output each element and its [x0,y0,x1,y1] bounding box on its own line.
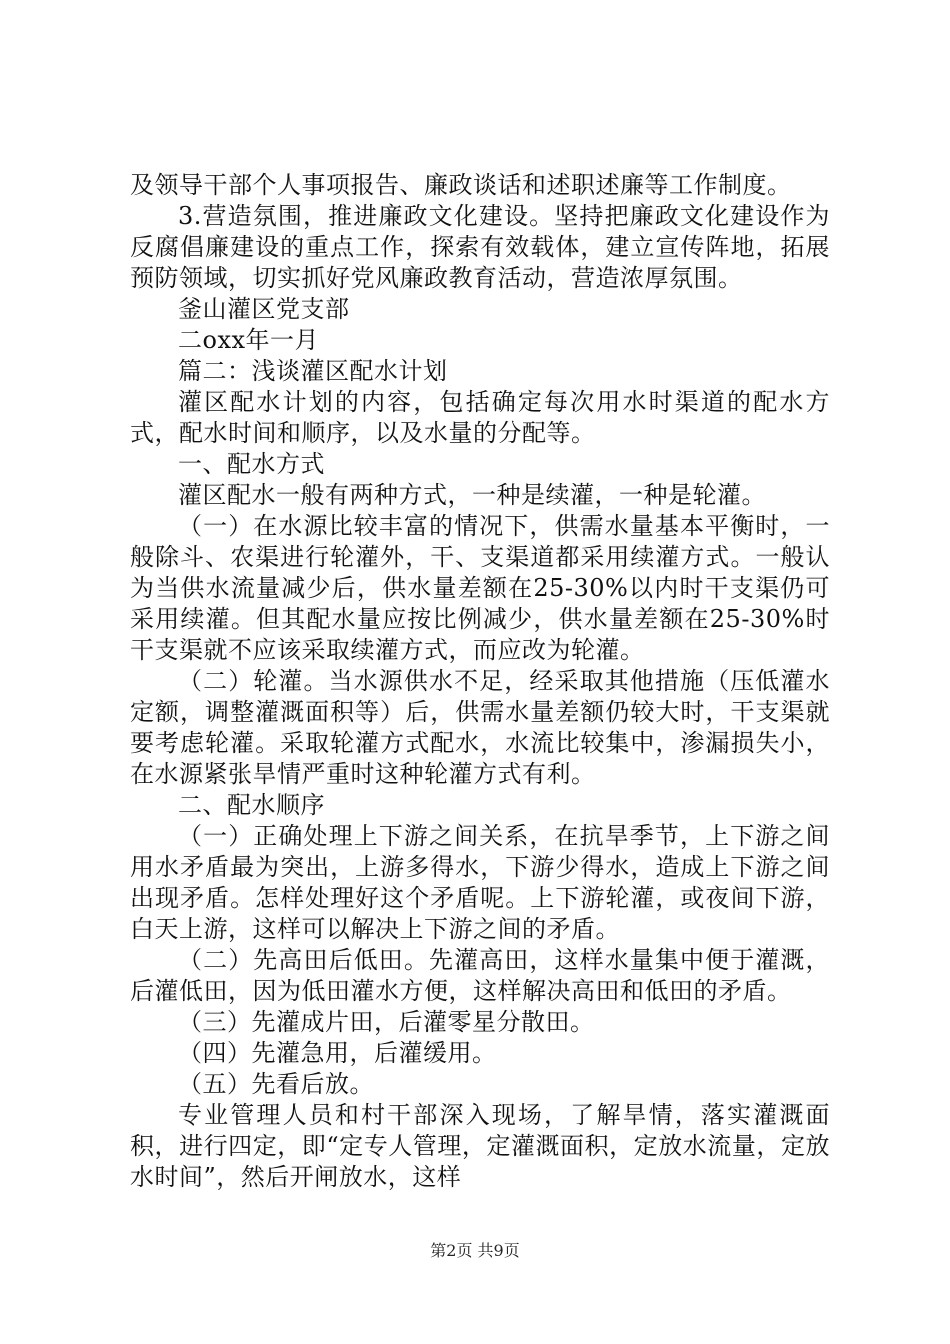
paragraph-continuation: 及领导干部个人事项报告、廉政谈话和述职述廉等工作制度。 [130,171,792,199]
heading-distribution-mode: 一、配水方式 [178,450,325,478]
paragraph-rotational-irrigation: （二）轮灌。当水源供水不足，经采取其他措施（压低灌水定额，调整灌溉面积等）后，供需水量差额仍较大时，干支渠就要考虑轮灌。采取轮灌方式配水，水流比较集中，渗漏损失小，在水源紧张旱情严重时这种轮灌方式有利。 [130,667,830,788]
paragraph-contiguous-fields: （三）先灌成片田，后灌零星分散田。 [178,1008,595,1036]
paragraph-continuous-irrigation: （一）在水源比较丰富的情况下，供需水量基本平衡时，一般除斗、农渠进行轮灌外，干、支渠道都采用续灌方式。一般认为当供水流量减少后，供水量差额在25-30%以内时干支渠仍可采用续灌。但其配水量应按比例减少，供水量差额在25-30%时干支渠就不应该采取续灌方式，而应改为轮灌。 [130,512,830,664]
paragraph-upstream-downstream: （一）正确处理上下游之间关系，在抗旱季节，上下游之间用水矛盾最为突出，上游多得水，下游少得水，造成上下游之间出现矛盾。怎样处理好这个矛盾呢。上下游轮灌，或夜间下游，白天上游，这样可以解决上下游之间的矛盾。 [130,822,830,943]
page-number: 第2页 共9页 [430,1241,520,1260]
paragraph-management: 专业管理人员和村干部深入现场，了解旱情，落实灌溉面积，进行四定，即“定专人管理，定灌溉面积，定放水流量，定放水时间”，然后开闸放水，这样 [130,1101,830,1191]
signature-organization: 釜山灌区党支部 [178,295,350,323]
paragraph-high-low-fields: （二）先高田后低田。先灌高田，这样水量集中便于灌溉，后灌低田，因为低田灌水方便，这样解决高田和低田的矛盾。 [130,946,830,1005]
paragraph-two-modes: 灌区配水一般有两种方式，一种是续灌，一种是轮灌。 [178,481,766,509]
paragraph-item-3: 3.营造氛围，推进廉政文化建设。坚持把廉政文化建设作为反腐倡廉建设的重点工作，探索有效载体，建立宣传阵地，拓展预防领域，切实抓好党风廉政教育活动，营造浓厚氛围。 [130,202,830,292]
paragraph-intro: 灌区配水计划的内容，包括确定每次用水时渠道的配水方式，配水时间和顺序，以及水量的分配等。 [130,388,830,447]
paragraph-urgent-first: （四）先灌急用，后灌缓用。 [178,1039,497,1067]
signature-date: 二oxx年一月 [178,326,320,354]
section-title: 篇二：浅谈灌区配水计划 [178,357,448,385]
paragraph-look-then-release: （五）先看后放。 [178,1070,374,1098]
document-body [130,170,830,1193]
heading-distribution-order: 二、配水顺序 [178,791,325,819]
